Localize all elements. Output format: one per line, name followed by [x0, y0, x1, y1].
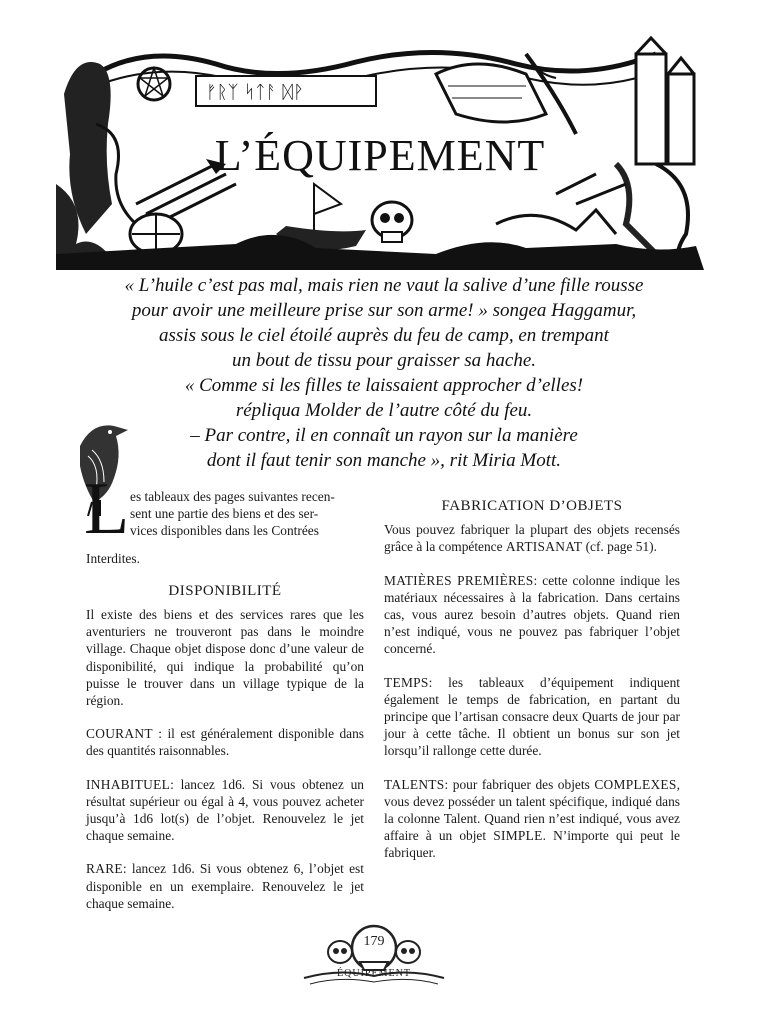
intro-line: es tableaux des pages suivantes recen- [130, 489, 335, 504]
chapter-title: L’ÉQUIPEMENT [214, 131, 546, 180]
footer-chapter-label: ÉQUIPEMENT [337, 968, 411, 979]
term-temps: TEMPS [384, 674, 429, 690]
fabrication-text-a: Vous pouvez fabriquer la plupart des objets recensés grâce à la compétence [384, 522, 680, 555]
term-simple: SIMPLE [493, 828, 543, 844]
term-inhabituel: INHABITUEL [86, 776, 171, 792]
quote-line: répliqua Molder de l’autre côté du feu. [235, 400, 533, 421]
epigraph-quote [90, 273, 678, 473]
quote-line: un bout de tissu pour graisser sa hache. [232, 350, 536, 371]
talents-text-c: . N’importe qui peut le fabriquer. [384, 828, 680, 861]
section-heading-fabrication: FABRICATION D’OBJETS [441, 498, 623, 514]
courant-text: : il est généralement disponible dans des quantités raisonnables. [86, 726, 364, 759]
rare-paragraph [86, 860, 364, 912]
fabrication-paragraph [384, 521, 680, 555]
term-artisanat: ARTISANAT [505, 539, 583, 555]
temps-paragraph [384, 674, 680, 760]
right-column [384, 498, 680, 878]
matieres-text: : cette colonne indique les matériaux nécessaires à la fabrication. Dans certains cas, vous aurez besoin d’autres objets. Quand rien n’est indiqué, vous ne pouvez pas fabriquer l’objet concerné. [384, 572, 680, 657]
quote-line: dont il faut tenir son manche », rit Miria Mott. [206, 450, 562, 471]
talents-paragraph [384, 776, 680, 862]
inhabituel-paragraph [86, 776, 364, 845]
term-matieres-premieres: MATIÈRES PREMIÈRES [384, 572, 534, 588]
quote-line: « Comme si les filles te laissaient approcher d’elles! [184, 375, 584, 396]
intro-paragraph [86, 488, 364, 540]
disponibilite-paragraph: Il existe des biens et des services rares que les aventuriers ne trouveront pas dans le moindre village. Chaque objet dispose donc d’une valeur de disponibilité, qui indique la probabilité qu’on puisse le trouver dans un village typique de la région. [86, 607, 364, 709]
chapter-banner [56, 34, 704, 270]
page-footer [300, 918, 448, 994]
page-number: 179 [363, 934, 385, 949]
quote-line: pour avoir une meilleure prise sur son arme! » songea Haggamur, [131, 300, 637, 321]
section-heading-disponibilite: DISPONIBILITÉ [168, 582, 282, 599]
rare-text: : lancez 1d6. Si vous obtenez 6, l’objet est disponible en un exemplaire. Renouvelez le jet chaque semaine. [86, 861, 364, 911]
term-rare: RARE [86, 861, 123, 877]
temps-text: : les tableaux d’équipement indiquent également le temps de fabrication, en partant du principe que l’artisan consacre deux Quarts de jour par jour à cette tâche. Il obtient un bonus sur son jet lorsqu’il rallonge cette durée. [384, 674, 680, 759]
left-column [86, 488, 364, 928]
intro-line: vices disponibles dans les Contrées [130, 523, 319, 539]
skull-ornament-icon [300, 918, 448, 994]
inhabituel-text: : lancez 1d6. Si vous obtenez un résultat supérieur ou égal à 4, vous pouvez acheter jusqu’à 1d6 lot(s) de l’objet. Renouvelez le jet chaque semaine. [86, 776, 364, 844]
dropcap-letter: L [84, 468, 130, 550]
talents-text-a: : pour fabriquer des objets [444, 776, 595, 792]
term-talents: TALENTS [384, 776, 445, 792]
intro-line: sent une partie des biens et des ser- [130, 506, 319, 522]
quote-line: – Par contre, il en connaît un rayon sur la manière [190, 425, 578, 446]
term-complexes: COMPLEXES [594, 776, 677, 792]
quote-line: « L’huile c’est pas mal, mais rien ne vaut la salive d’une fille rousse [124, 275, 644, 296]
matieres-paragraph [384, 572, 680, 658]
svg-text:ᚠᚱᛉ ᛋᛏᚨ ᛞᚹ: ᚠᚱᛉ ᛋᛏᚨ ᛞᚹ [206, 82, 304, 103]
fabrication-text-b: (cf. page 51). [582, 539, 657, 555]
intro-last-line: Interdites. [86, 550, 140, 566]
term-courant: COURANT [86, 726, 153, 742]
courant-paragraph [86, 725, 364, 759]
quote-line: assis sous le ciel étoilé auprès du feu de camp, en trempant [159, 325, 609, 346]
talents-text-b: , vous devez posséder un talent spécifique, indiqué dans la colonne Talent. Quand rien n’est indiqué, vous avez affaire à un objet [384, 776, 680, 844]
